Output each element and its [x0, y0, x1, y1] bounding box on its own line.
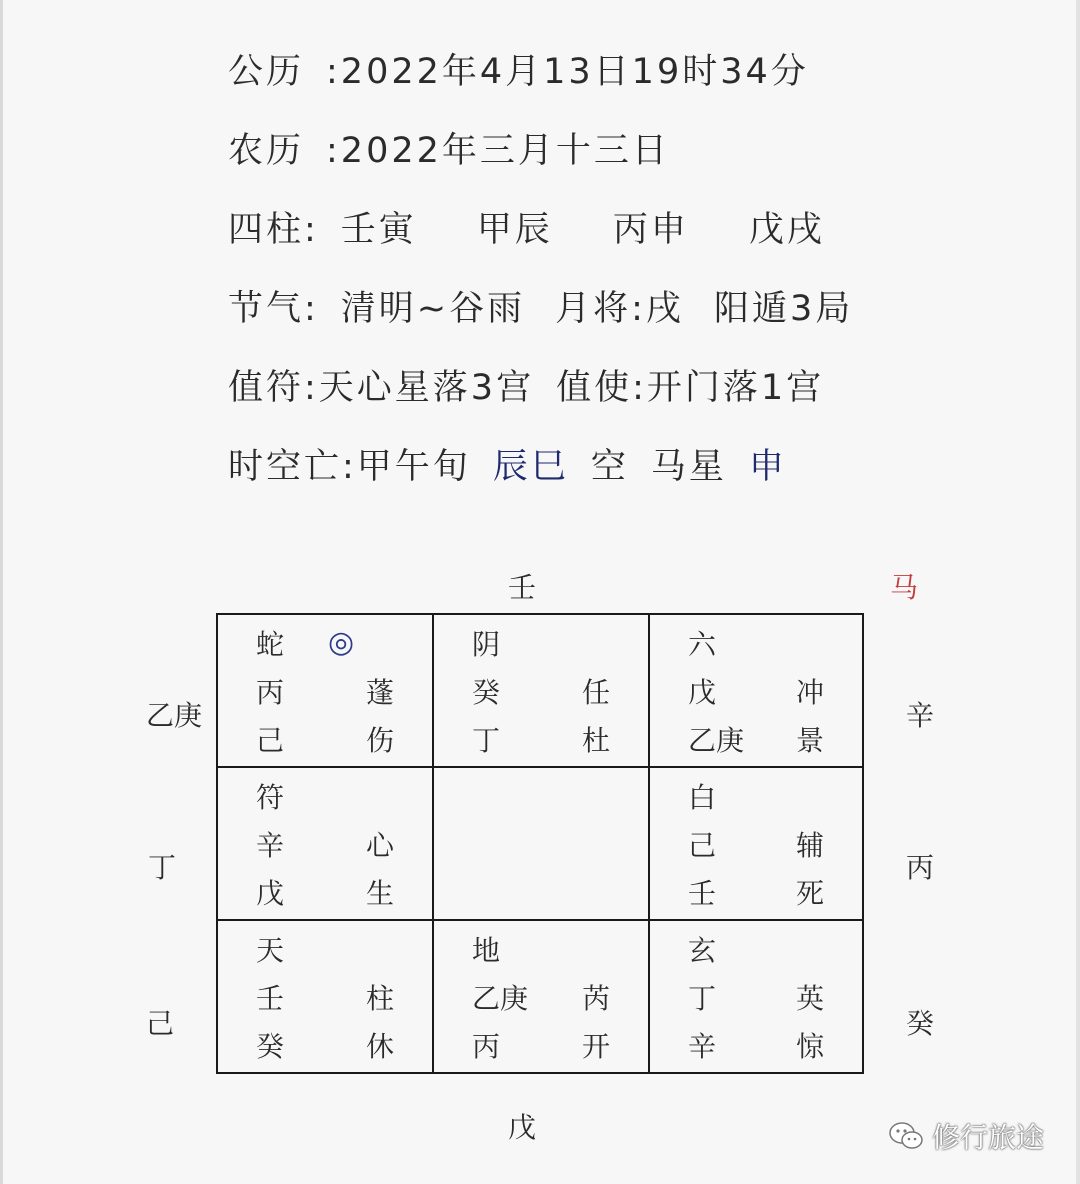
- outer-left-mid-stem: 丁: [148, 851, 177, 884]
- outer-top-stem: 壬: [508, 571, 537, 604]
- palace-star: 辅: [795, 829, 824, 862]
- horse-value: 申: [748, 447, 787, 487]
- earth-stem: 癸: [256, 1030, 285, 1063]
- ju-value: 阳遁3局: [713, 289, 854, 329]
- zhifu-zhishi-line: [228, 358, 853, 437]
- palace-god: 地: [472, 934, 501, 967]
- palace-7-dui: [650, 768, 862, 921]
- left-frame-edge: [0, 0, 3, 1184]
- watermark: [888, 1116, 1044, 1156]
- earth-stem: 丁: [472, 724, 501, 757]
- palace-god: 六: [688, 628, 717, 661]
- palace-god: 白: [688, 781, 717, 814]
- horse-marker: 马: [890, 571, 919, 604]
- year-pillar: 壬寅: [340, 210, 417, 250]
- month-general-label: 月将:: [555, 289, 646, 329]
- outer-bottom-stem: 戊: [508, 1111, 537, 1144]
- palace-god: 玄: [688, 934, 717, 967]
- palace-door: 杜: [581, 724, 610, 757]
- void-label: 时空亡:: [228, 447, 357, 487]
- outer-right-mid-stem: 丙: [906, 851, 935, 884]
- zhishi-label: 值使:: [556, 368, 647, 408]
- palace-star: 任: [581, 676, 610, 709]
- watermark-text: 修行旅途: [931, 1121, 1044, 1154]
- heaven-stem: 丁: [688, 982, 717, 1015]
- solar-label: 公历: [228, 52, 305, 92]
- palace-6-qian: [650, 921, 862, 1072]
- palace-door: 死: [795, 877, 824, 910]
- palace-door: 开: [581, 1030, 610, 1063]
- chart-info: [228, 42, 853, 516]
- earth-stem: 己: [256, 724, 285, 757]
- earth-stem: 辛: [688, 1030, 717, 1063]
- palace-god: 天: [256, 934, 285, 967]
- palace-door: 景: [795, 724, 824, 757]
- nine-palace-grid: [216, 613, 864, 1074]
- earth-stem: 乙庚: [688, 724, 745, 757]
- void-line: [228, 437, 853, 516]
- palace-star: 柱: [365, 982, 394, 1015]
- zhifu-value: 天心星落3宫: [318, 368, 535, 408]
- heaven-stem: 丙: [256, 676, 285, 709]
- heaven-stem: 己: [688, 829, 717, 862]
- palace-8-gen: [218, 921, 434, 1072]
- palace-door: 惊: [795, 1030, 824, 1063]
- palace-9-li: [434, 615, 650, 768]
- month-pillar: 甲辰: [476, 210, 553, 250]
- heaven-stem: 癸: [472, 676, 501, 709]
- solar-term-label: 节气:: [228, 289, 319, 329]
- day-pillar: 丙申: [612, 210, 689, 250]
- zhifu-label: 值符:: [228, 368, 319, 408]
- palace-4-xun: [218, 615, 434, 768]
- palace-door: 生: [365, 877, 394, 910]
- heaven-stem: 乙庚: [472, 982, 529, 1015]
- palace-star: 英: [795, 982, 824, 1015]
- earth-stem: 壬: [688, 877, 717, 910]
- palace-star: 冲: [795, 676, 824, 709]
- void-xun: 甲午旬: [356, 447, 471, 487]
- palace-star: 心: [365, 829, 394, 862]
- hour-pillar: 戊戌: [748, 210, 825, 250]
- four-pillars-line: [228, 200, 853, 279]
- earth-stem: 丙: [472, 1030, 501, 1063]
- palace-door: 伤: [365, 724, 394, 757]
- palace-god: 阴: [472, 628, 501, 661]
- outer-right-bottom-stem: 癸: [906, 1007, 935, 1040]
- solar-term-line: [228, 279, 853, 358]
- outer-right-top-stem: 辛: [906, 699, 935, 732]
- palace-door: 休: [365, 1030, 394, 1063]
- heaven-stem: 戊: [688, 676, 717, 709]
- palace-2-kun: [650, 615, 862, 768]
- lunar-date-line: [228, 121, 853, 200]
- double-circle-marker: ◎: [328, 625, 355, 660]
- right-frame-edge: [1076, 0, 1080, 1184]
- horse-label: 马星: [650, 447, 727, 487]
- palace-3-zhen: [218, 768, 434, 921]
- palace-5-center: [434, 768, 650, 921]
- earth-stem: 戊: [256, 877, 285, 910]
- palace-god: 蛇: [256, 628, 285, 661]
- palace-god: 符: [256, 781, 285, 814]
- pillars-label: 四柱:: [228, 210, 319, 250]
- outer-left-bottom-stem: 己: [146, 1007, 175, 1040]
- solar-date-line: [228, 42, 853, 121]
- month-general-value: 戌: [645, 289, 684, 329]
- outer-left-top-stem: 乙庚: [146, 699, 203, 732]
- lunar-label: 农历: [228, 131, 305, 171]
- solar-term-value: 清明~谷雨: [340, 289, 526, 329]
- zhishi-value: 开门落1宫: [646, 368, 825, 408]
- void-word: 空: [590, 447, 629, 487]
- lunar-value: :2022年三月十三日: [326, 131, 670, 171]
- palace-star: 蓬: [365, 676, 394, 709]
- wechat-icon: [888, 1121, 924, 1151]
- heaven-stem: 辛: [256, 829, 285, 862]
- heaven-stem: 壬: [256, 982, 285, 1015]
- solar-value: :2022年4月13日19时34分: [326, 52, 809, 92]
- palace-star: 芮: [581, 982, 610, 1015]
- void-branches: 辰巳: [492, 447, 569, 487]
- palace-1-kan: [434, 921, 650, 1072]
